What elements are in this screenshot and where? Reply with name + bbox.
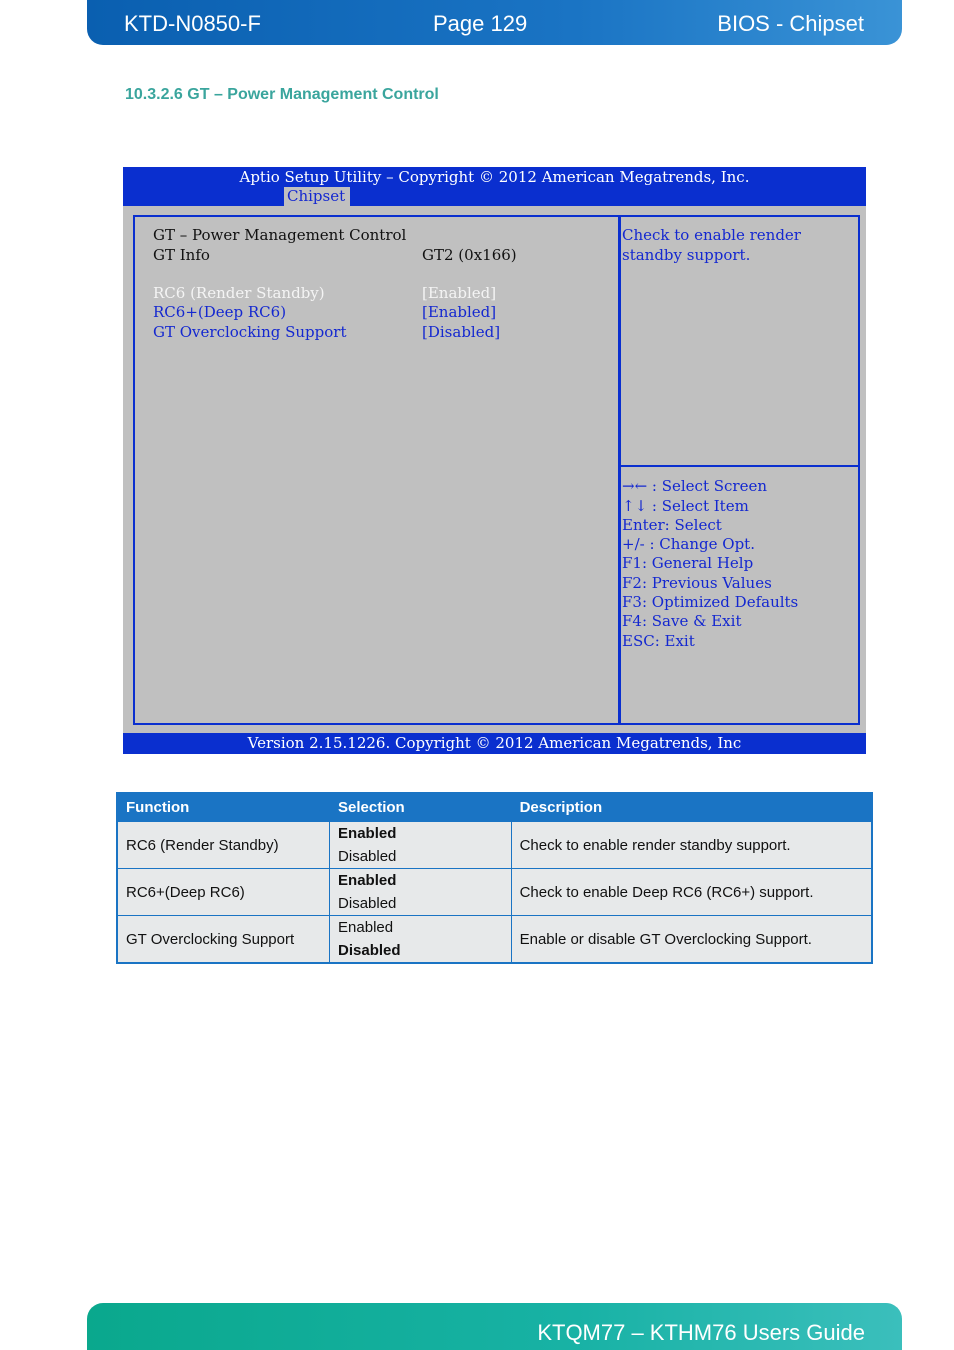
selection-cell (330, 916, 512, 964)
page-number: Page 129 (433, 11, 528, 36)
header-selection: Selection (330, 793, 512, 822)
rc6-render-standby-value[interactable]: [Enabled] (422, 284, 497, 302)
bios-heading: GT – Power Management Control (153, 226, 407, 244)
header-function: Function (117, 793, 330, 822)
key-general-help: F1: General Help (622, 554, 754, 572)
gt-info-label: GT Info (153, 246, 210, 264)
chapter-title: BIOS - Chipset (717, 11, 864, 36)
description-cell: Check to enable Deep RC6 (RC6+) support. (511, 869, 872, 916)
tab-chipset[interactable]: Chipset (284, 187, 350, 206)
bios-settings-panel (133, 215, 620, 725)
help-text-line-1: Check to enable render (622, 226, 801, 244)
table-row (117, 916, 872, 964)
gt-overclocking-label[interactable]: GT Overclocking Support (153, 323, 347, 341)
table-row (117, 869, 872, 916)
function-cell: RC6+(Deep RC6) (117, 869, 330, 916)
page-header (87, 0, 902, 45)
bios-help-panel (620, 215, 860, 467)
selection-option: Enabled (338, 825, 397, 842)
guide-title: KTQM77 – KTHM76 Users Guide (537, 1320, 865, 1345)
function-cell: RC6 (Render Standby) (117, 822, 330, 869)
rc6-deep-value[interactable]: [Enabled] (422, 303, 497, 321)
bios-key-legend (620, 465, 860, 725)
key-save-exit: F4: Save & Exit (622, 612, 742, 630)
key-select-item: ↑↓ : Select Item (622, 497, 749, 515)
bios-title-bar (123, 167, 866, 206)
header-description: Description (511, 793, 872, 822)
selection-cell (330, 869, 512, 916)
description-cell: Check to enable render standby support. (511, 822, 872, 869)
selection-option: Enabled (338, 872, 397, 889)
help-text-line-2: standby support. (622, 246, 751, 264)
selection-option: Disabled (338, 895, 397, 912)
gt-info-value: GT2 (0x166) (422, 246, 517, 264)
bios-title: Aptio Setup Utility – Copyright © 2012 American Megatrends, Inc. (239, 168, 750, 186)
rc6-deep-label[interactable]: RC6+(Deep RC6) (153, 303, 287, 321)
rc6-render-standby-label[interactable]: RC6 (Render Standby) (153, 284, 325, 302)
selection-option: Disabled (338, 848, 397, 865)
section-title: 10.3.2.6 GT – Power Management Control (125, 86, 439, 103)
key-optimized-defaults: F3: Optimized Defaults (622, 593, 799, 611)
bios-version-bar: Version 2.15.1226. Copyright © 2012 American Megatrends, Inc (123, 733, 866, 754)
key-previous-values: F2: Previous Values (622, 574, 772, 592)
key-select-screen: →← : Select Screen (622, 477, 768, 495)
function-table (116, 792, 873, 964)
document-id: KTD-N0850-F (124, 11, 261, 36)
function-cell: GT Overclocking Support (117, 916, 330, 964)
key-enter-select: Enter: Select (622, 516, 722, 534)
selection-option: Disabled (338, 942, 401, 959)
page-footer (87, 1303, 902, 1350)
bios-screenshot (123, 167, 866, 754)
key-esc-exit: ESC: Exit (622, 632, 695, 650)
table-header-row (117, 793, 872, 822)
key-change-opt: +/- : Change Opt. (622, 535, 755, 553)
selection-option: Enabled (338, 919, 394, 936)
gt-overclocking-value[interactable]: [Disabled] (422, 323, 501, 341)
description-cell: Enable or disable GT Overclocking Support. (511, 916, 872, 964)
table-row (117, 822, 872, 869)
selection-cell (330, 822, 512, 869)
